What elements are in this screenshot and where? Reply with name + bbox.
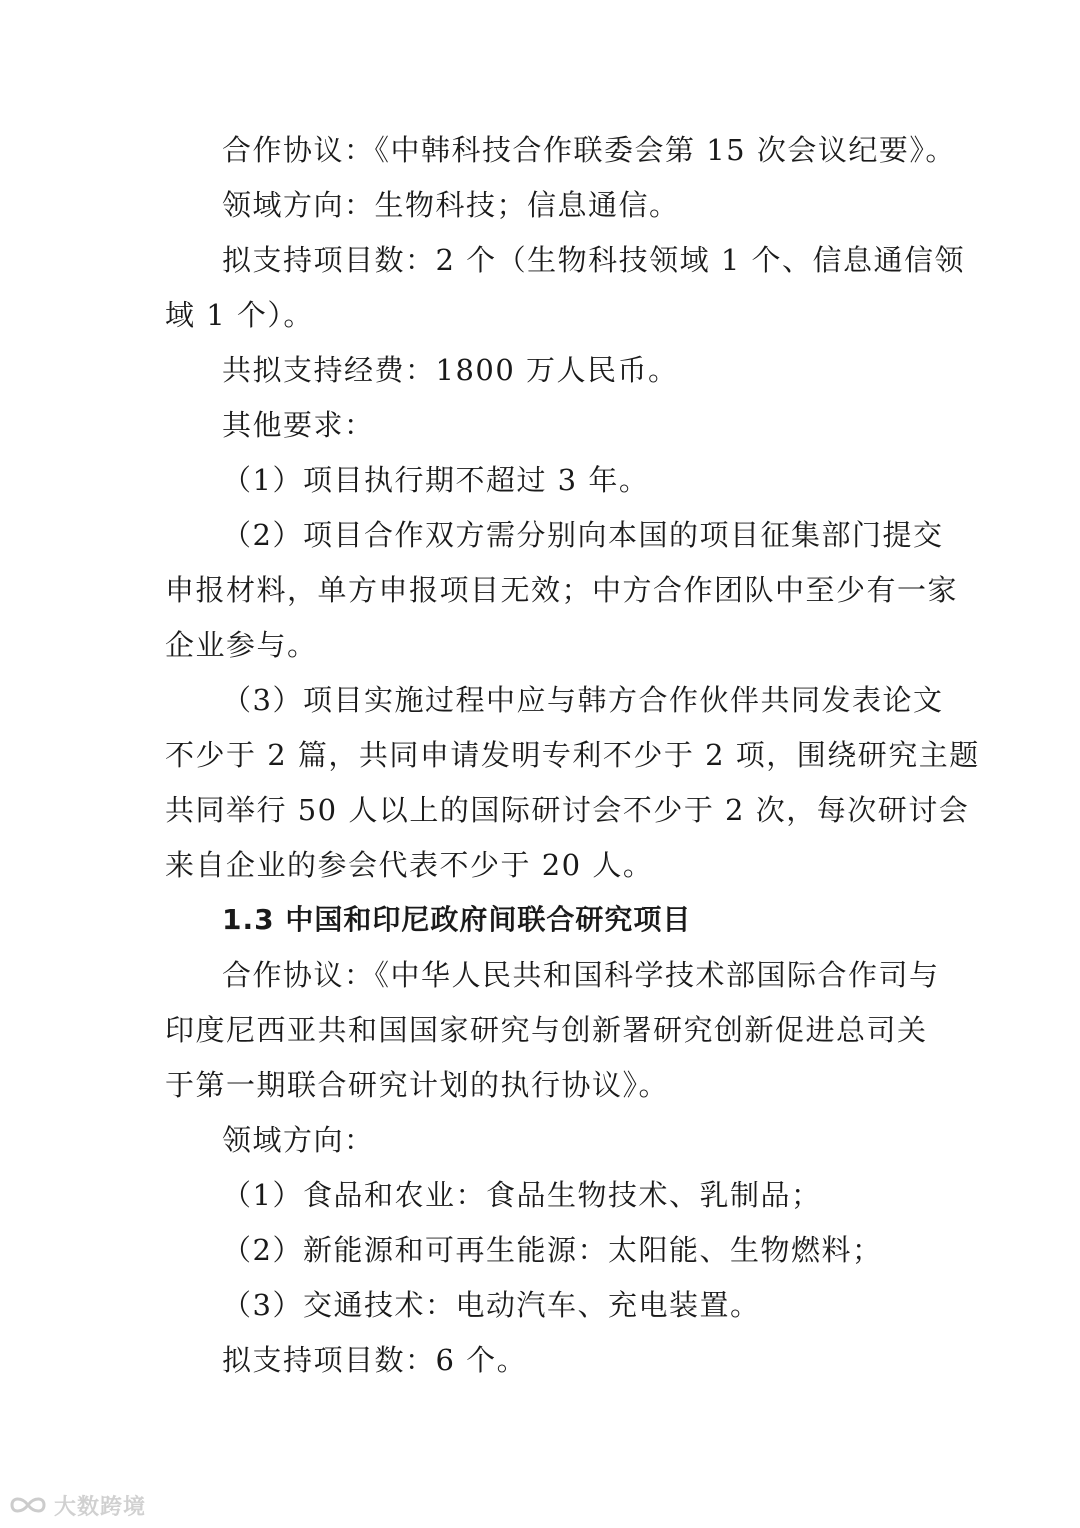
requirement-1: （1）项目执行期不超过 3 年。 (222, 463, 650, 497)
field-direction-line: 领域方向： (222, 1123, 375, 1157)
requirement-2-cont: 企业参与。 (165, 628, 318, 662)
watermark-text: 大数跨境 (54, 1494, 147, 1520)
requirement-3-cont: 不少于 2 篇，共同申请发明专利不少于 2 项，围绕研究主题 (165, 738, 980, 772)
cooperation-agreement-line: 合作协议：《中韩科技合作联委会第 15 次会议纪要》。 (222, 133, 956, 167)
section-heading: 1.3 中国和印尼政府间联合研究项目 (222, 903, 692, 936)
funding-line: 共拟支持经费：1800 万人民币。 (222, 353, 679, 387)
project-count-line: 拟支持项目数：2 个（生物科技领域 1 个、信息通信领 (222, 243, 966, 277)
field-item-3: （3）交通技术：电动汽车、充电装置。 (222, 1288, 761, 1322)
requirement-3-cont: 来自企业的参会代表不少于 20 人。 (165, 848, 654, 882)
field-item-1: （1）食品和农业：食品生物技术、乳制品； (222, 1178, 822, 1212)
cooperation-agreement-cont: 印度尼西亚共和国国家研究与创新署研究创新促进总司关 (165, 1013, 928, 1047)
project-count-line-cont: 域 1 个）。 (165, 298, 314, 332)
watermark (8, 1488, 146, 1522)
cooperation-agreement-cont: 于第一期联合研究计划的执行协议》。 (165, 1068, 670, 1102)
field-direction-line: 领域方向：生物科技；信息通信。 (222, 188, 680, 222)
field-item-2: （2）新能源和可再生能源：太阳能、生物燃料； (222, 1233, 883, 1267)
requirement-2-cont: 申报材料，单方申报项目无效；中方合作团队中至少有一家 (165, 573, 959, 607)
infinity-logo-icon (8, 1492, 48, 1518)
requirement-2: （2）项目合作双方需分别向本国的项目征集部门提交 (222, 518, 944, 552)
cooperation-agreement-line: 合作协议：《中华人民共和国科学技术部国际合作司与 (222, 958, 940, 992)
other-requirements-line: 其他要求： (222, 408, 375, 442)
requirement-3-cont: 共同举行 50 人以上的国际研讨会不少于 2 次，每次研讨会 (165, 793, 970, 827)
project-count-line: 拟支持项目数：6 个。 (222, 1343, 528, 1377)
requirement-3: （3）项目实施过程中应与韩方合作伙伴共同发表论文 (222, 683, 944, 717)
